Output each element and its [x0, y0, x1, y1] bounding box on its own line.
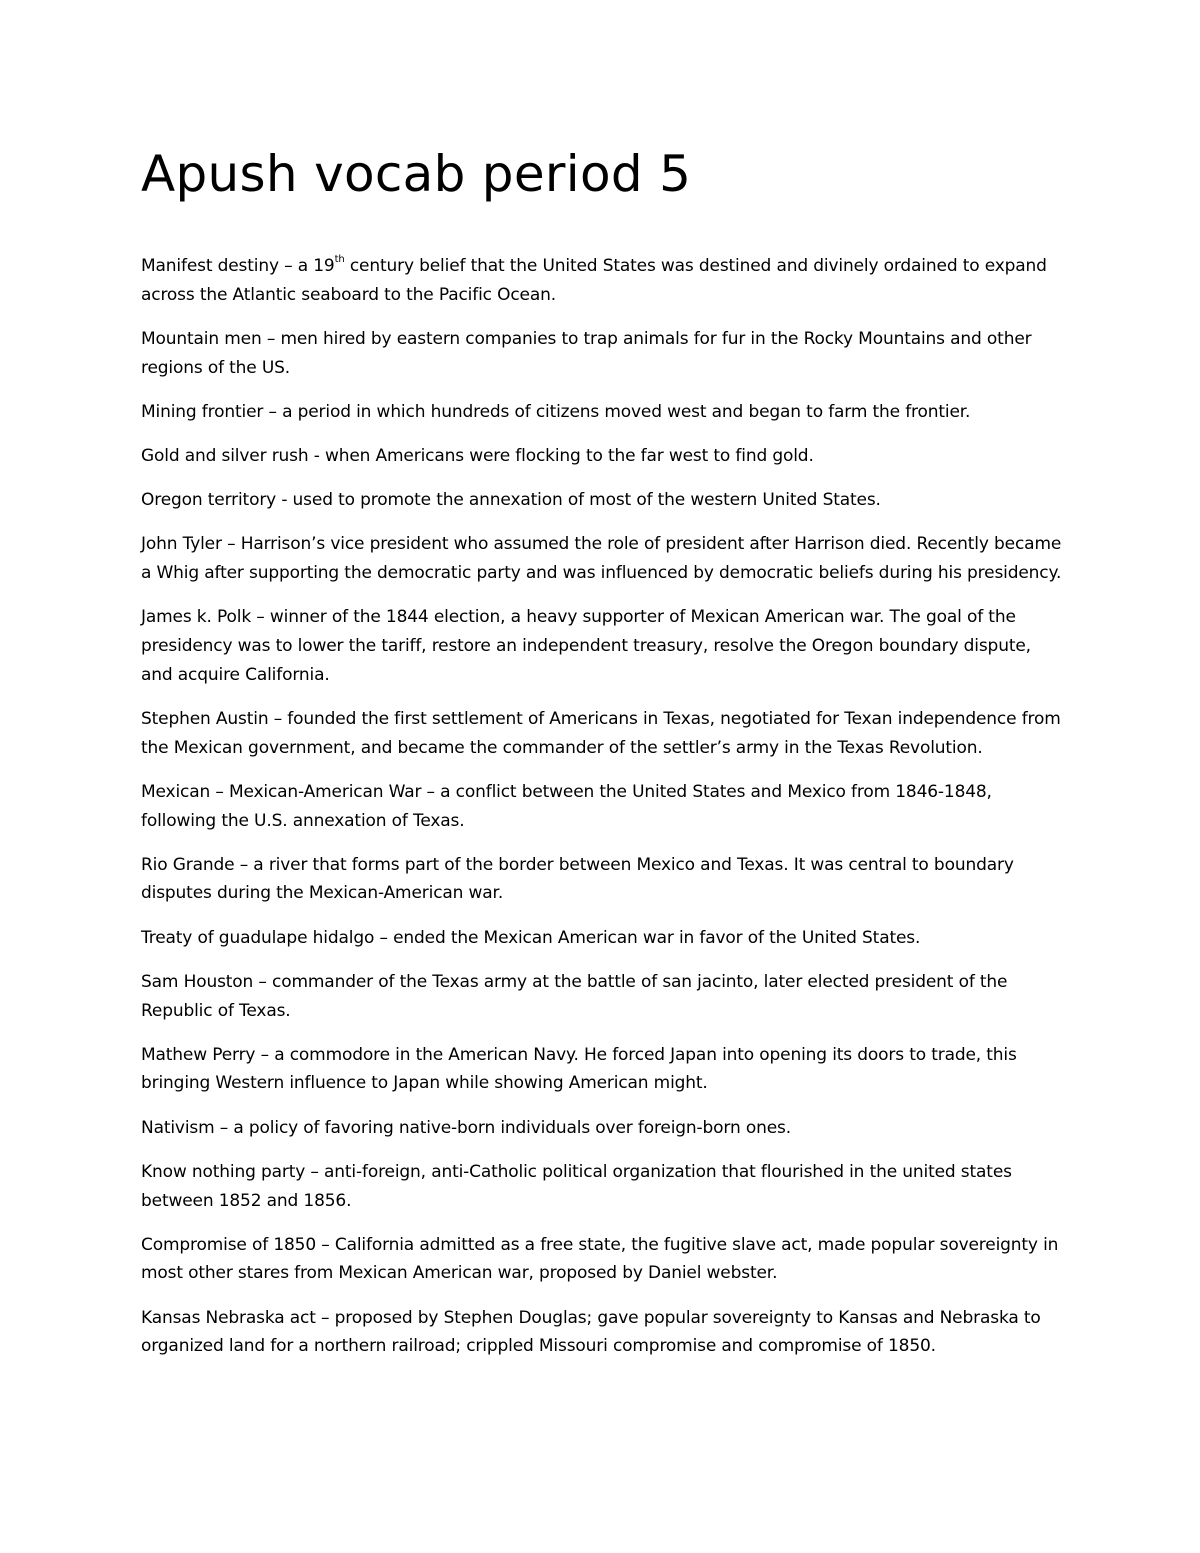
vocab-entry-know-nothing-party: Know nothing party – anti-foreign, anti-Catholic political organization that flourished in the united states between 1852 and 1856.	[141, 1161, 1012, 1211]
document-page	[141, 140, 1066, 1377]
document-title: Apush vocab period 5	[141, 145, 692, 203]
vocab-entry-john-tyler: John Tyler – Harrison’s vice president who assumed the role of president after Harrison died. Recently became a Whig after supporting the democratic party and was influenced by democratic beliefs during his presidency.	[141, 534, 1062, 584]
vocab-entry-text: century belief that the United States was destined and divinely ordained to expand across the Atlantic seaboard to the Pacific Ocean.	[141, 256, 1047, 305]
vocab-entry-mining-frontier: Mining frontier – a period in which hundreds of citizens moved west and began to farm the frontier.	[141, 401, 971, 422]
vocab-entry-mathew-perry: Mathew Perry – a commodore in the American Navy. He forced Japan into opening its doors to trade, this bringing Western influence to Japan while showing American might.	[141, 1044, 1017, 1094]
vocab-entry-mexican-american-war: Mexican – Mexican-American War – a conflict between the United States and Mexico from 1846-1848, following the U.S. annexation of Texas.	[141, 781, 992, 831]
vocab-entry-text: Manifest destiny – a 19	[141, 256, 335, 276]
vocab-entry-gold-silver-rush: Gold and silver rush - when Americans were flocking to the far west to find gold.	[141, 446, 814, 467]
ordinal-superscript: th	[334, 254, 345, 266]
vocab-entry-treaty-guadalupe-hidalgo: Treaty of guadulape hidalgo – ended the Mexican American war in favor of the United States.	[141, 927, 921, 948]
vocab-entry-mountain-men: Mountain men – men hired by eastern companies to trap animals for fur in the Rocky Mountains and other regions of the US.	[141, 328, 1032, 378]
vocab-entry-manifest-destiny	[141, 252, 1066, 309]
vocab-entry-sam-houston: Sam Houston – commander of the Texas army at the battle of san jacinto, later elected president of the Republic of Texas.	[141, 971, 1008, 1021]
vocab-entry-rio-grande: Rio Grande – a river that forms part of the border between Mexico and Texas. It was central to boundary disputes during the Mexican-American war.	[141, 854, 1014, 904]
vocab-entry-kansas-nebraska-act: Kansas Nebraska act – proposed by Stephen Douglas; gave popular sovereignty to Kansas and Nebraska to organized land for a northern railroad; crippled Missouri compromise and compromise of 1850.	[141, 1307, 1041, 1357]
vocab-entry-james-polk: James k. Polk – winner of the 1844 election, a heavy supporter of Mexican American war. The goal of the presidency was to lower the tariff, restore an independent treasury, resolve the Oregon boundary dispute, and acquire California.	[141, 607, 1031, 685]
vocab-list	[141, 252, 1066, 1361]
vocab-entry-compromise-1850: Compromise of 1850 – California admitted as a free state, the fugitive slave act, made popular sovereignty in most other stares from Mexican American war, proposed by Daniel webster.	[141, 1234, 1059, 1284]
vocab-entry-oregon-territory: Oregon territory - used to promote the annexation of most of the western United States.	[141, 490, 881, 511]
vocab-entry-nativism: Nativism – a policy of favoring native-born individuals over foreign-born ones.	[141, 1117, 791, 1138]
vocab-entry-stephen-austin: Stephen Austin – founded the first settlement of Americans in Texas, negotiated for Texan independence from the Mexican government, and became the commander of the settler’s army in the Texas Revolution.	[141, 708, 1061, 758]
